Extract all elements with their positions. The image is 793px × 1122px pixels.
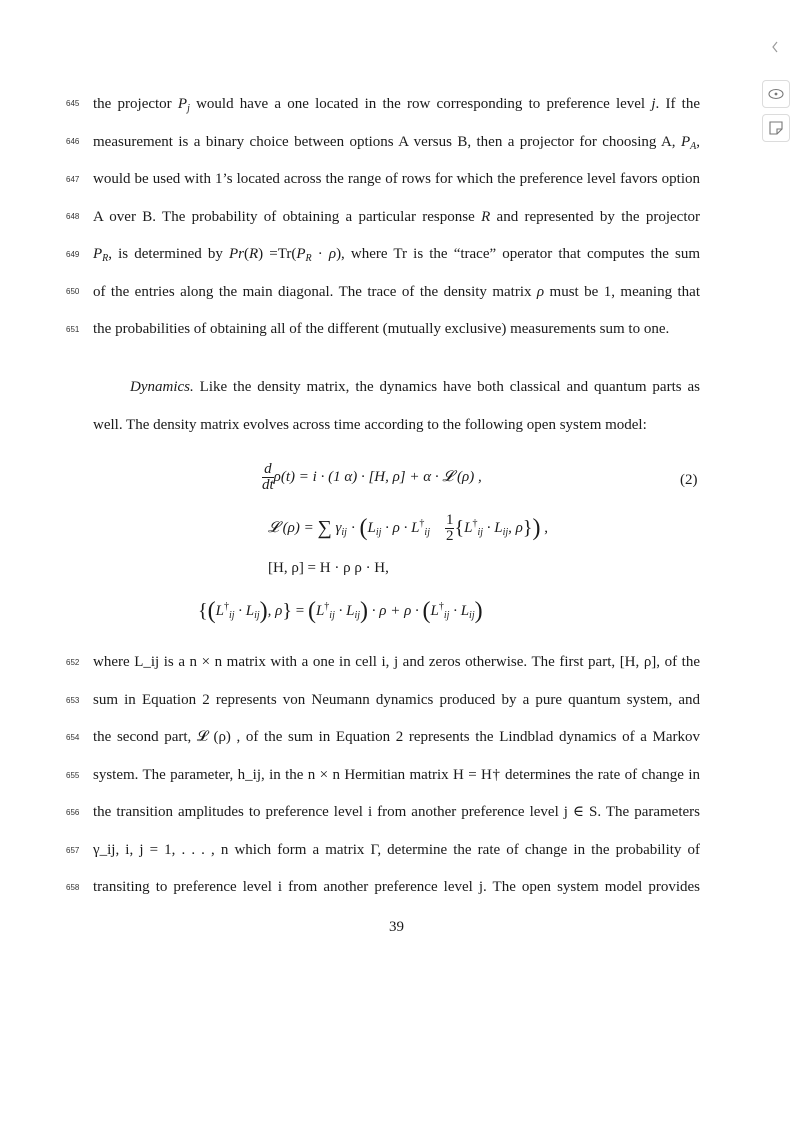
text-line: the second part, 𝓛 (ρ) , of the sum in Equation 2 represents the Lindblad dynamics of a Markov	[93, 729, 700, 745]
text-line: of the entries along the main diagonal. The trace of the density matrix ρ must be 1, meaning that	[93, 284, 700, 300]
text-line: sum in Equation 2 represents von Neumann dynamics produced by a pure quantum system, and	[93, 692, 700, 708]
equation-row-3: [H, ρ] = H · ρ ρ · H,	[268, 560, 389, 576]
equation-row-2: 𝓛 (ρ) = ∑ $\gamma_{ij} \cdot (L_{ij} \cdot \rho \cdot L^\dagger_{ij}$ $\frac{1}{2}$ {$L^\dagger_{ij} \cdot L_{ij}$, ρ}) ,	[268, 512, 548, 544]
equation-row-4: {$(L^\dagger_{ij} \cdot L_{ij})$, $\rho\} = (L^\dagger_{ij} \cdot L_{ij}) \cdot \rho + \rho \cdot (L^\dagger_{ij} \cdot L_{ij})$	[198, 598, 483, 624]
chevron-left-icon[interactable]	[770, 40, 784, 56]
text-line: measurement is a binary choice between options A versus B, then a projector for choosing A, $P_A$,	[93, 134, 700, 152]
note-button[interactable]	[762, 114, 790, 142]
eye-icon	[763, 81, 789, 107]
dynamics-paragraph-line: well. The density matrix evolves across time according to the following open system model:	[93, 417, 647, 433]
text-line: would be used with 1’s located across the range of rows for which the preference level favors option	[93, 171, 700, 187]
page-number: 39	[389, 919, 404, 935]
text-line: A over B. The probability of obtaining a particular response R and represented by the projector	[93, 209, 700, 225]
line-number: 656	[66, 808, 80, 817]
equation-number: (2)	[680, 472, 698, 488]
line-number: 652	[66, 658, 80, 667]
text-line: system. The parameter, h_ij, in the n × n Hermitian matrix H = H† determines the rate of change in	[93, 767, 700, 783]
text-line: transiting to preference level i from another preference level j. The open system model provides	[93, 879, 700, 895]
line-number: 648	[66, 212, 80, 221]
line-number: 649	[66, 250, 80, 259]
dynamics-paragraph-line: Dynamics. Like the density matrix, the dynamics have both classical and quantum parts as	[130, 379, 700, 395]
equation-row-1: $\frac{d}{dt}$ ρ(t) = i · (1 α) · [H, ρ] + α · 𝓛 (ρ) ,	[262, 461, 482, 493]
line-number: 647	[66, 175, 80, 184]
line-number: 654	[66, 733, 80, 742]
text-line: the probabilities of obtaining all of the different (mutually exclusive) measurements sum to one.	[93, 321, 670, 337]
line-number: 653	[66, 696, 80, 705]
line-number: 646	[66, 137, 80, 146]
sticky-note-icon	[763, 115, 789, 141]
line-number: 657	[66, 846, 80, 855]
line-number: 645	[66, 99, 80, 108]
line-number: 651	[66, 325, 80, 334]
line-number: 655	[66, 771, 80, 780]
section-heading: Dynamics.	[130, 379, 194, 395]
text-line: the projector $P_j$ would have a one located in the row corresponding to preference level j. If the	[93, 96, 700, 114]
text-line: the transition amplitudes to preference level i from another preference level j ∈ S. The parameters	[93, 804, 700, 820]
text-line: where L_ij is a n × n matrix with a one in cell i, j and zeros otherwise. The first part, [H, ρ], of the	[93, 654, 700, 670]
text-line: γ_ij, i, j = 1, . . . , n which form a matrix Γ, determine the rate of change in the probability of	[93, 842, 700, 858]
line-number: 658	[66, 883, 80, 892]
line-number: 650	[66, 287, 80, 296]
view-toggle-button[interactable]	[762, 80, 790, 108]
text-line: $P_R$, is determined by $Pr(R) =Tr(P_R \cdot \rho)$, where Tr is the “trace” operator that computes the sum	[93, 246, 701, 264]
